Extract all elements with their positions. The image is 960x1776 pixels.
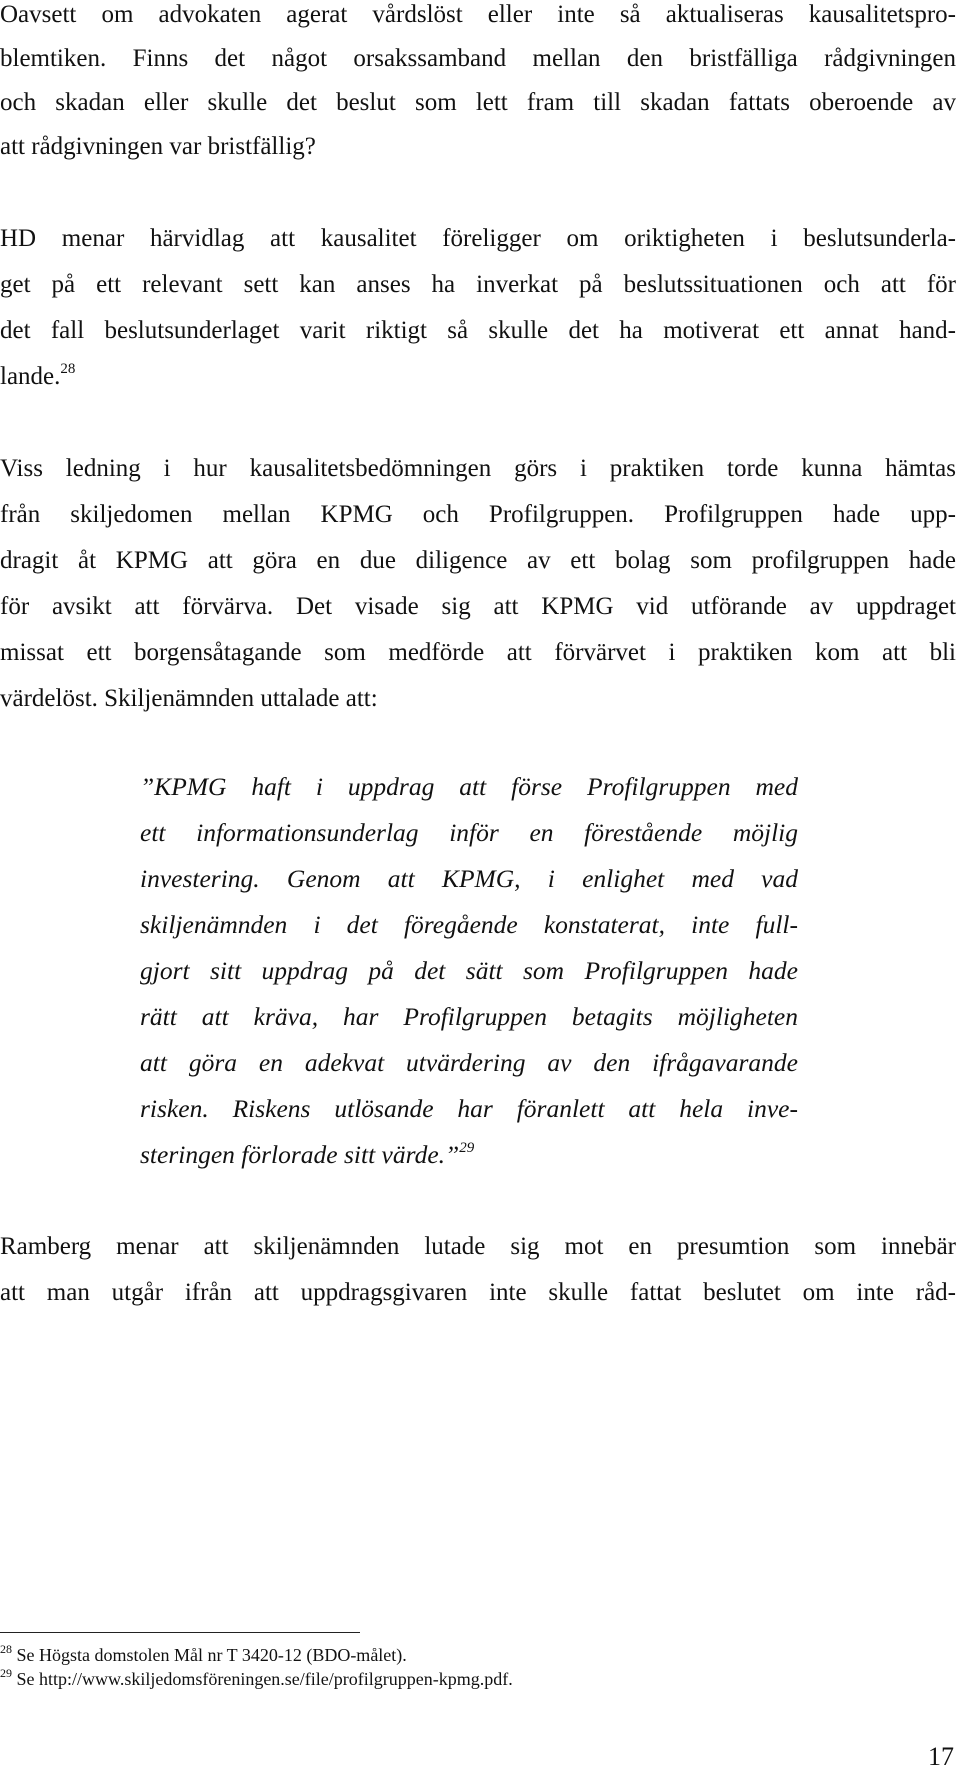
page-number: 17	[928, 1742, 954, 1771]
footnote-number: 29	[0, 1666, 12, 1680]
quote-line: ett informationsunderlag inför en förestående möjlig	[140, 818, 798, 847]
text-fragment: steringen förlorade sitt värde.”	[140, 1140, 460, 1169]
text-line: missat ett borgensåtagande som medförde att förvärvet i praktiken kom att bli	[0, 639, 956, 666]
footnote-text: Se Högsta domstolen Mål nr T 3420-12 (BDO-målet).	[16, 1645, 407, 1665]
text-line: blemtiken. Finns det något orsakssamband mellan den bristfälliga rådgivningen	[0, 45, 956, 72]
text-line: och skadan eller skulle det beslut som lett fram till skadan fattats oberoende av	[0, 89, 956, 116]
quote-line: risken. Riskens utlösande har föranlett att hela inve-	[140, 1094, 798, 1123]
quote-line: ”KPMG haft i uppdrag att förse Profilgruppen med	[140, 772, 798, 801]
quote-line: rätt att kräva, har Profilgruppen betagits möjligheten	[140, 1002, 798, 1031]
quote-line: gjort sitt uppdrag på det sätt som Profilgruppen hade	[140, 956, 798, 985]
quote-line	[140, 1140, 798, 1170]
text-line: get på ett relevant sett kan anses ha inverkat på beslutssituationen och att för	[0, 271, 956, 298]
text-line: HD menar härvidlag att kausalitet föreligger om oriktigheten i beslutsunderla-	[0, 225, 956, 252]
text-line: Ramberg menar att skiljenämnden lutade sig mot en presumtion som innebär	[0, 1233, 956, 1260]
quote-line: skiljenämnden i det föregående konstaterat, inte full-	[140, 910, 798, 939]
text-line: från skiljedomen mellan KPMG och Profilgruppen. Profilgruppen hade upp-	[0, 501, 956, 528]
quote-line: att göra en adekvat utvärdering av den ifrågavarande	[140, 1048, 798, 1077]
footnote-text[interactable]: Se http://www.skiljedomsföreningen.se/file/profilgruppen-kpmg.pdf.	[16, 1669, 513, 1689]
text-line: att rådgivningen var bristfällig?	[0, 133, 316, 160]
footnote-reference[interactable]: 29	[459, 1140, 475, 1156]
text-line: att man utgår ifrån att uppdragsgivaren inte skulle fattat beslutet om inte råd-	[0, 1279, 956, 1306]
quote-line: investering. Genom att KPMG, i enlighet med vad	[140, 864, 798, 893]
text-line: Oavsett om advokaten agerat vårdslöst eller inte så aktualiseras kausalitetspro-	[0, 1, 956, 28]
text-fragment: lande.	[0, 363, 61, 390]
footnote-29	[0, 1668, 513, 1690]
text-line: värdelöst. Skiljenämnden uttalade att:	[0, 685, 378, 712]
text-line: det fall beslutsunderlaget varit riktigt så skulle det ha motiverat ett annat hand-	[0, 317, 956, 344]
footnote-reference[interactable]: 28	[60, 361, 76, 377]
footnote-separator	[0, 1632, 360, 1633]
footnote-number: 28	[0, 1642, 12, 1656]
text-line	[0, 362, 956, 392]
text-line: dragit åt KPMG att göra en due diligence av ett bolag som profilgruppen hade	[0, 547, 956, 574]
text-line: Viss ledning i hur kausalitetsbedömningen görs i praktiken torde kunna hämtas	[0, 455, 956, 482]
text-line: för avsikt att förvärva. Det visade sig att KPMG vid utförande av uppdraget	[0, 593, 956, 620]
footnote-28	[0, 1644, 407, 1666]
